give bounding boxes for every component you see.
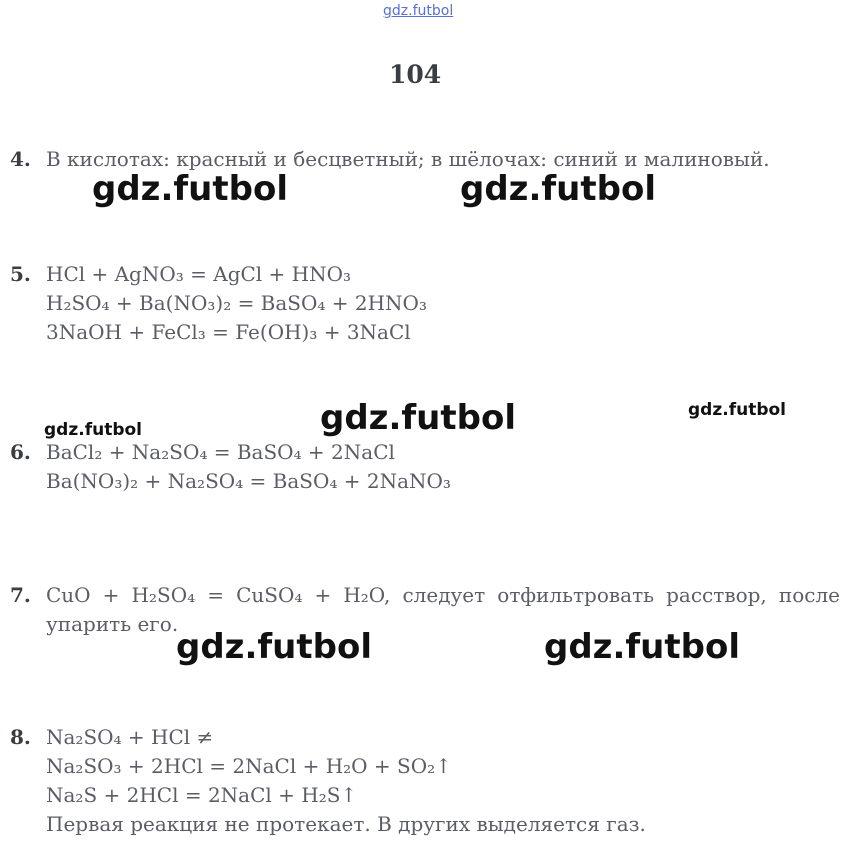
watermark: gdz.futbol	[92, 169, 288, 209]
watermark: gdz.futbol	[544, 627, 740, 667]
item-line: H₂SO₄ + Ba(NO₃)₂ = BaSO₄ + 2HNO₃	[46, 291, 427, 315]
item-number: 5.	[10, 262, 31, 286]
item-line: Na₂S + 2HCl = 2NaCl + H₂S↑	[46, 783, 358, 807]
watermark-top: gdz.futbol	[383, 3, 454, 19]
item-number: 8.	[10, 725, 31, 749]
watermark: gdz.futbol	[460, 169, 656, 209]
item-line: 3NaOH + FeCl₃ = Fe(OH)₃ + 3NaCl	[46, 320, 411, 344]
watermark-small: gdz.futbol	[44, 420, 142, 440]
item-line: CuO + H₂SO₄ = CuSO₄ + H₂O, следует отфильтровать расствор, после	[46, 583, 840, 607]
item-number: 7.	[10, 583, 31, 607]
watermark: gdz.futbol	[176, 627, 372, 667]
item-line: упарить его.	[46, 612, 179, 636]
item-line: Ba(NO₃)₂ + Na₂SO₄ = BaSO₄ + 2NaNO₃	[46, 469, 451, 493]
item-number: 4.	[10, 147, 31, 171]
item-number: 6.	[10, 440, 31, 464]
item-line: Первая реакция не протекает. В других выделяется газ.	[46, 812, 646, 836]
page-number: 104	[389, 60, 442, 89]
item-line: Na₂SO₄ + HCl ≠	[46, 725, 214, 749]
item-line: BaCl₂ + Na₂SO₄ = BaSO₄ + 2NaCl	[46, 440, 395, 464]
item-line: HCl + AgNO₃ = AgCl + HNO₃	[46, 262, 352, 286]
item-line: Na₂SO₃ + 2HCl = 2NaCl + H₂O + SO₂↑	[46, 754, 452, 778]
watermark-small: gdz.futbol	[688, 400, 786, 420]
item-line: В кислотах: красный и бесцветный; в шёлочах: синий и малиновый.	[46, 147, 770, 171]
watermark: gdz.futbol	[320, 398, 516, 438]
